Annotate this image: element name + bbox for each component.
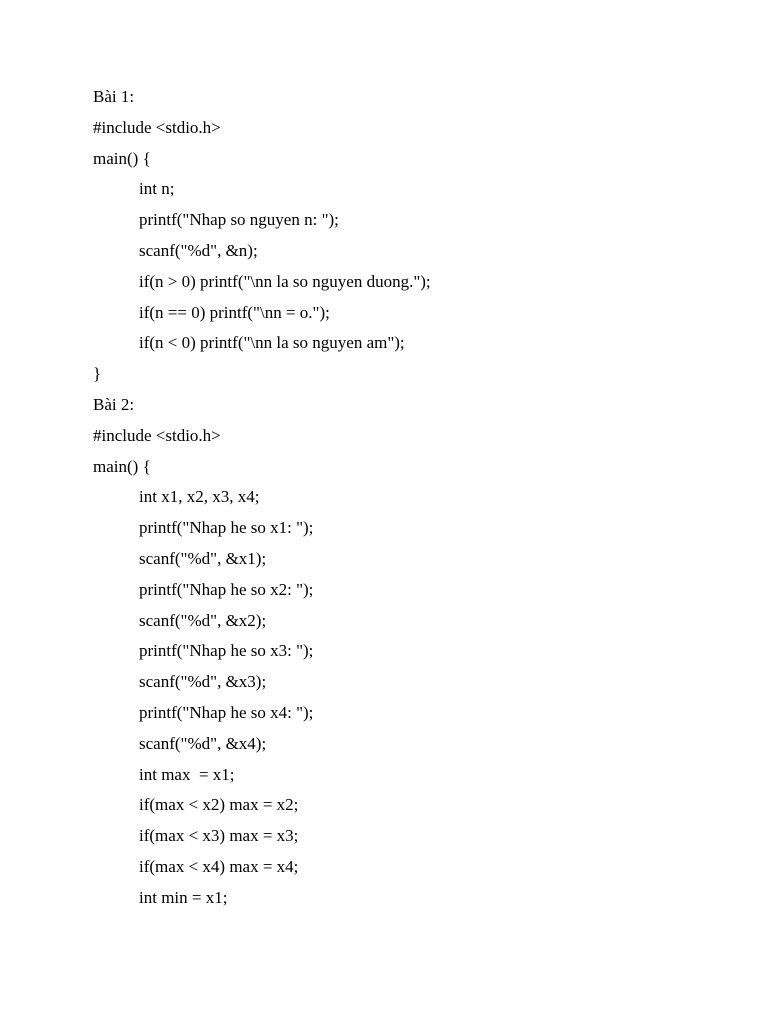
code-line: printf("Nhap he so x1: "); [139,518,314,538]
code-line: #include <stdio.h> [93,117,221,137]
code-line: int x1, x2, x3, x4; [139,487,260,507]
code-line: printf("Nhap he so x3: "); [139,641,314,661]
code-line: scanf("%d", &x3); [139,672,267,692]
code-line: if(n < 0) printf("\nn la so nguyen am"); [139,333,405,353]
code-line: printf("Nhap he so x4: "); [139,702,314,722]
document-body [93,86,713,918]
code-line: if(max < x3) max = x3; [139,826,299,846]
code-line: if(max < x2) max = x2; [139,795,299,815]
code-line: printf("Nhap so nguyen n: "); [139,210,339,230]
code-line: printf("Nhap he so x2: "); [139,579,314,599]
code-line: main() { [93,148,151,168]
code-line: } [93,364,102,384]
code-line: int min = x1; [139,887,228,907]
heading-bai-2: Bài 2: [93,394,135,414]
code-line: scanf("%d", &x2); [139,610,267,630]
code-line: #include <stdio.h> [93,425,221,445]
code-line: scanf("%d", &x4); [139,733,267,753]
code-line: int max = x1; [139,764,235,784]
code-line: if(n == 0) printf("\nn = o."); [139,302,330,322]
heading-bai-1: Bài 1: [93,87,135,106]
code-line: scanf("%d", &n); [139,240,258,260]
code-line: int n; [139,179,175,199]
code-line: if(n > 0) printf("\nn la so nguyen duong."); [139,271,431,291]
code-line: scanf("%d", &x1); [139,548,267,568]
code-line: if(max < x4) max = x4; [139,856,299,876]
code-line: main() { [93,456,151,476]
